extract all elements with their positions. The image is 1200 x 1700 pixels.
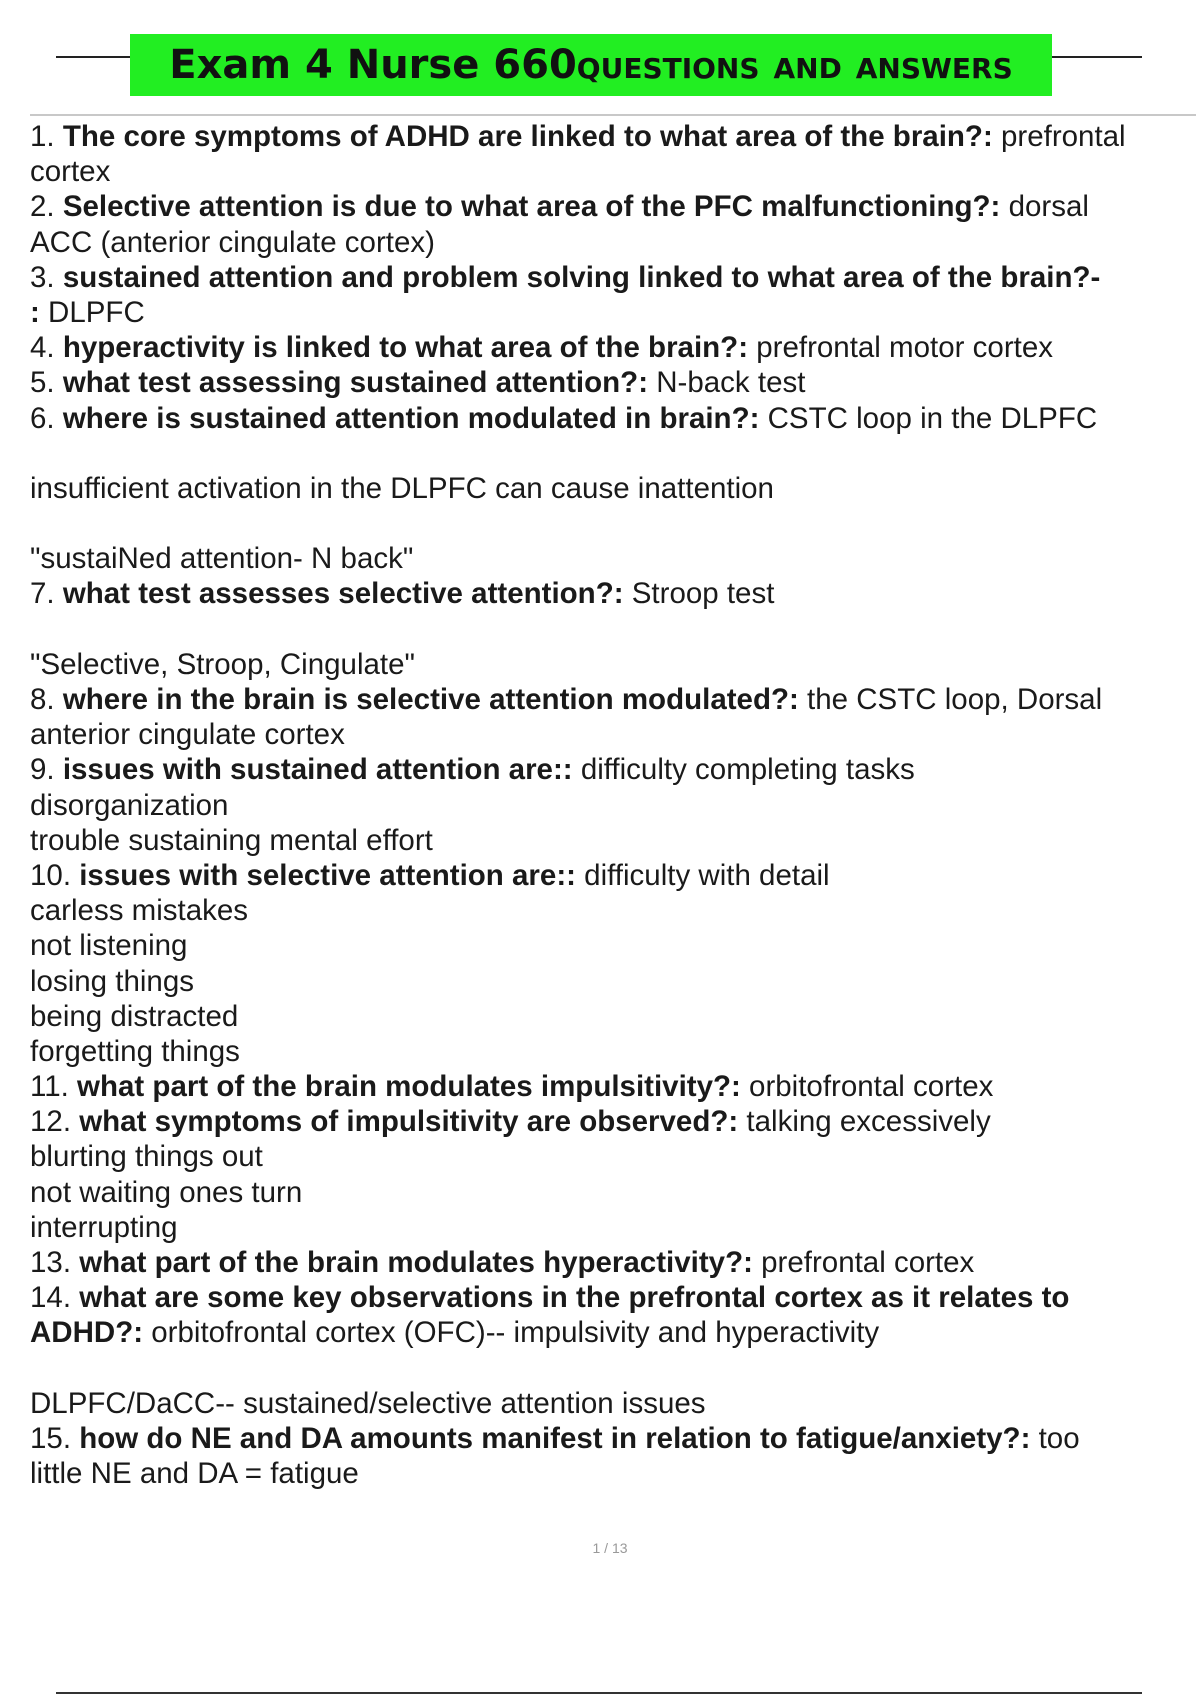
question-14: what are some key observations in the prefrontal cortex as it relates to [79,1281,1070,1315]
question-3: sustained attention and problem solving linked to what area of the brain?- [62,260,1101,294]
qa-item-9: 9. issues with sustained attention are:: difficulty completing tasks [30,753,915,787]
question-11: what part of the brain modulates impulsitivity?: [77,1070,741,1104]
title-part-2: questions and answers [576,42,1013,88]
answer-1: prefrontal [1000,120,1126,153]
title-part-1: Exam 4 Nurse 660 [169,42,577,88]
answer-6: CSTC loop in the DLPFC [767,401,1098,435]
answer-1-cont: cortex [30,155,111,189]
answer-15: too [1038,1421,1080,1455]
question-4: hyperactivity is linked to what area of the brain?: [62,331,749,365]
answer-11: orbitofrontal cortex [749,1070,994,1104]
answer-3-cont: : DLPFC [30,295,145,329]
answer-9-line: disorganization [30,788,229,822]
question-7: what test assesses selective attention?: [62,577,624,611]
answer-14-cont: ADHD?: orbitofrontal cortex (OFC)-- impulsivity and hyperactivity [30,1316,880,1350]
question-13: what part of the brain modulates hyperactivity?: [79,1246,753,1279]
qa-item-10: 10. issues with selective attention are:: difficulty with detail [30,858,830,892]
question-2: Selective attention is due to what area of the PFC malfunctioning?: [62,190,1001,224]
answer-5: N-back test [656,366,806,400]
question-12: what symptoms of impulsitivity are observed?: [79,1105,739,1139]
header-divider [30,114,1196,116]
answer-10-line: carless mistakes [30,894,249,928]
answer-12: talking excessively [746,1105,991,1139]
qa-item-3: 3. sustained attention and problem solving linked to what area of the brain?- [30,260,1101,294]
answer-9: difficulty completing tasks [580,753,915,787]
qa-item-13: 13. what part of the brain modulates hyperactivity?: prefrontal cortex [30,1246,975,1279]
answer-10-line: not listening [30,929,188,963]
qa-item-14: 14. what are some key observations in the prefrontal cortex as it relates to [30,1281,1070,1315]
question-8: where in the brain is selective attention modulated?: [62,683,799,716]
answer-13: prefrontal cortex [761,1246,975,1279]
answer-12-line: blurting things out [30,1140,263,1174]
qa-item-12: 12. what symptoms of impulsitivity are observed?: talking excessively [30,1105,991,1139]
answer-4: prefrontal motor cortex [756,331,1053,365]
question-1: The core symptoms of ADHD are linked to what area of the brain?: [62,120,993,153]
answer-3: DLPFC [48,295,145,329]
qa-item-5: 5. what test assessing sustained attention?: N-back test [30,366,806,400]
qa-item-11: 11. what part of the brain modulates impulsitivity?: orbitofrontal cortex [30,1070,994,1104]
answer-10: difficulty with detail [584,858,830,892]
question-15: how do NE and DA amounts manifest in relation to fatigue/anxiety?: [79,1421,1031,1455]
answer-12-line: not waiting ones turn [30,1175,303,1209]
answer-9-line: trouble sustaining mental effort [30,823,433,857]
question-6: where is sustained attention modulated in brain?: [62,401,760,435]
answer-15-cont: little NE and DA = fatigue [30,1457,359,1491]
answer-10-line: losing things [30,964,194,998]
answer-2-cont: ACC (anterior cingulate cortex) [30,225,435,259]
answer-14: orbitofrontal cortex (OFC)-- impulsivity and hyperactivity [151,1316,880,1350]
answer-7: Stroop test [631,577,775,611]
answer-14-note: DLPFC/DaCC-- sustained/selective attention issues [30,1386,706,1420]
qa-item-2: 2. Selective attention is due to what area of the PFC malfunctioning?: dorsal [30,190,1089,224]
answer-12-line: interrupting [30,1210,178,1244]
qa-item-15: 15. how do NE and DA amounts manifest in relation to fatigue/anxiety?: too [30,1421,1080,1455]
qa-item-7: 7. what test assesses selective attention?: Stroop test [30,577,775,611]
question-9: issues with sustained attention are:: [62,753,573,787]
page-number: 1 / 13 [592,1540,628,1556]
answer-6-note-1: insufficient activation in the DLPFC can cause inattention [30,471,774,505]
question-5: what test assessing sustained attention?: [62,366,649,400]
qa-item-8: 8. where in the brain is selective attention modulated?: the CSTC loop, Dorsal [30,683,1103,716]
footer-rule [56,1692,1142,1694]
document-title [130,34,1052,96]
answer-8: the CSTC loop, Dorsal [807,683,1103,716]
answer-10-line: forgetting things [30,1034,240,1068]
answer-8-cont: anterior cingulate cortex [30,718,345,752]
qa-item-6: 6. where is sustained attention modulated in brain?: CSTC loop in the DLPFC [30,401,1098,435]
answer-10-line: being distracted [30,999,239,1033]
answer-6-note-2: "sustaiNed attention- N back" [30,542,414,576]
qa-item-4: 4. hyperactivity is linked to what area of the brain?: prefrontal motor cortex [30,331,1053,365]
question-10: issues with selective attention are:: [79,858,576,892]
answer-7-note: "Selective, Stroop, Cingulate" [30,647,415,681]
answer-2: dorsal [1008,190,1089,224]
qa-item-1: 1. The core symptoms of ADHD are linked to what area of the brain?: prefrontal [30,120,1126,153]
qa-list [30,119,1196,1491]
